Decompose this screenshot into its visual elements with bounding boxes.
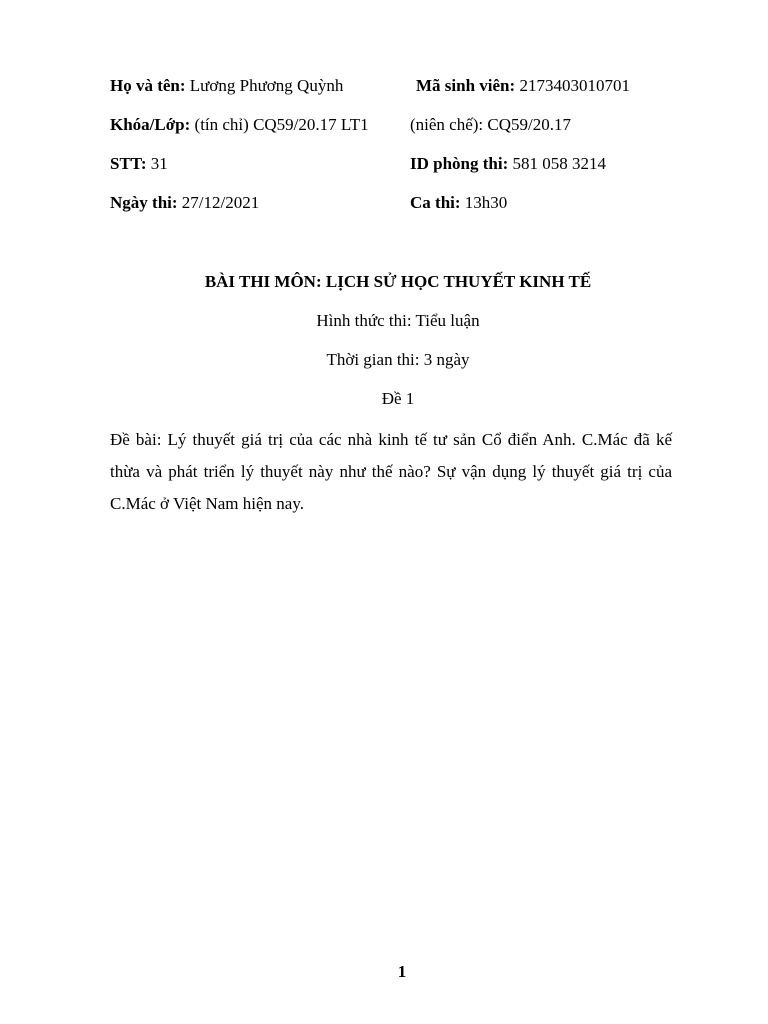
info-row-name-id [110,74,670,98]
student-id-value: 2173403010701 [519,76,630,95]
student-name-label: Họ và tên: [110,76,186,95]
exam-number: Đề 1 [381,389,415,408]
exam-form: Hình thức thi: Tiểu luận [316,311,480,330]
student-class-label: Khóa/Lớp: [110,115,191,134]
exam-room-value: 581 058 3214 [512,154,607,173]
student-stt [110,152,168,176]
exam-prompt: Đề bài: Lý thuyết giá trị của các nhà kinh tế tư sản Cổ điển Anh. C.Mác đã kế thừa và phát triển lý thuyết này như thế nào? Sự vận dụng lý thuyết giá trị của C.Mác ở Việt Nam hiện nay. [110,430,672,513]
exam-shift-label: Ca thi: [410,193,461,212]
exam-duration: Thời gian thi: 3 ngày [326,350,470,369]
student-stt-value: 31 [150,154,168,173]
student-class-alt-value: (niên chế): CQ59/20.17 [410,115,571,134]
exam-room-label: ID phòng thi: [410,154,509,173]
student-stt-label: STT: [110,154,147,173]
student-id [416,74,630,98]
student-id-label: Mã sinh viên: [416,76,516,95]
student-name [110,74,343,98]
exam-date [110,191,259,215]
student-name-value: Lương Phương Quỳnh [189,76,344,95]
student-class [110,113,369,137]
exam-shift [410,191,507,215]
exam-date-value: 27/12/2021 [181,193,260,212]
info-row-class [110,113,670,137]
info-row-date-shift [110,191,670,215]
student-class-alt [410,113,571,137]
info-row-stt-room [110,152,670,176]
exam-room [410,152,606,176]
exam-title: BÀI THI MÔN: LỊCH SỬ HỌC THUYẾT KINH TẾ [204,272,592,291]
exam-date-label: Ngày thi: [110,193,178,212]
exam-shift-value: 13h30 [464,193,508,212]
student-class-value: (tín chỉ) CQ59/20.17 LT1 [194,115,369,134]
page-number: 1 [397,962,407,981]
